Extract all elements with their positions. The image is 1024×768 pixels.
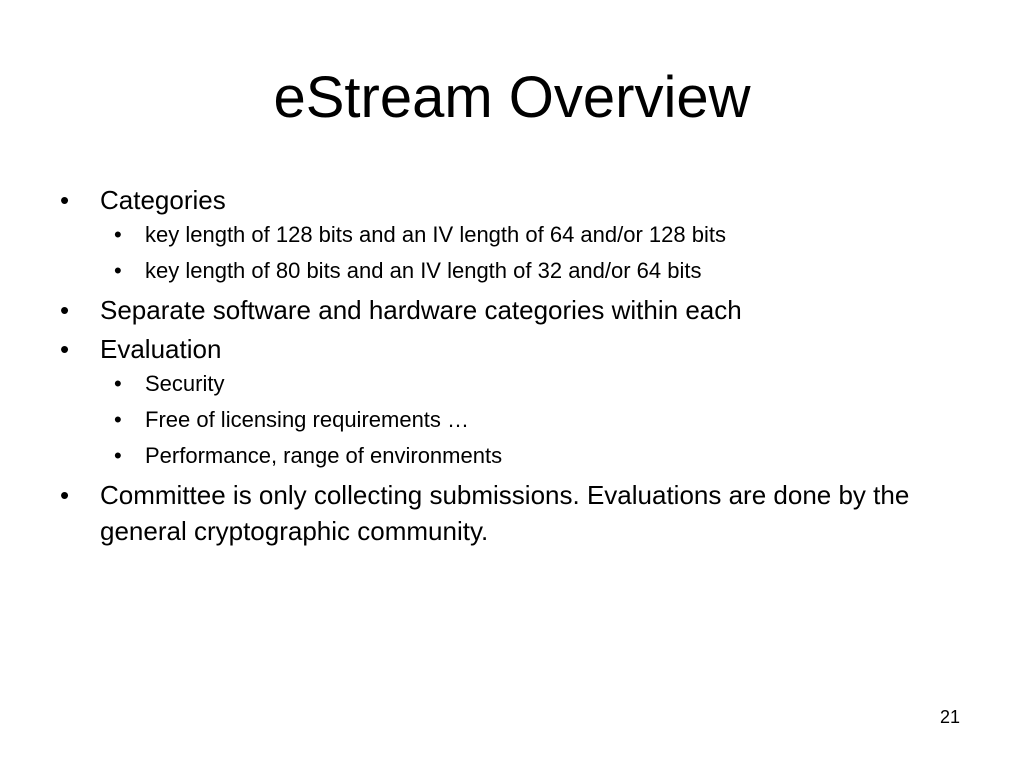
sub-bullet-text: key length of 128 bits and an IV length of 64 and/or 128 bits [145, 222, 726, 247]
sub-bullet-text: key length of 80 bits and an IV length of 32 and/or 64 bits [145, 258, 702, 283]
bullet-list [0, 182, 1024, 552]
sub-bullet-item [100, 441, 964, 471]
bullet-icon: • [114, 371, 122, 396]
sub-bullet-text: Free of licensing requirements … [145, 407, 470, 432]
sub-bullet-text: Performance, range of environments [145, 443, 503, 468]
bullet-icon: • [60, 480, 70, 510]
bullet-item [0, 292, 1024, 328]
bullet-text: Separate software and hardware categories within each [100, 295, 742, 325]
sub-bullet-text: Security [145, 371, 225, 396]
bullet-text: Evaluation [100, 334, 222, 364]
bullet-icon: • [114, 258, 122, 283]
sub-bullet-item [100, 220, 964, 250]
bullet-icon: • [60, 185, 70, 215]
page-number: 21 [939, 707, 960, 727]
bullet-text: Committee is only collecting submissions. Evaluations are done by the general cryptographic community. [100, 480, 910, 546]
bullet-icon: • [114, 443, 122, 468]
sub-bullet-item [100, 256, 964, 286]
bullet-item [0, 331, 1024, 471]
bullet-icon: • [60, 295, 70, 325]
sub-bullet-item [100, 369, 964, 399]
bullet-icon: • [60, 334, 70, 364]
bullet-item [0, 182, 1024, 286]
sub-bullet-item [100, 405, 964, 435]
sub-bullet-list [100, 220, 964, 286]
bullet-text: Categories [100, 185, 226, 215]
bullet-icon: • [114, 407, 122, 432]
bullet-item [0, 477, 1024, 549]
bullet-icon: • [114, 222, 122, 247]
slide-title: eStream Overview [273, 65, 751, 130]
sub-bullet-list [100, 369, 964, 471]
